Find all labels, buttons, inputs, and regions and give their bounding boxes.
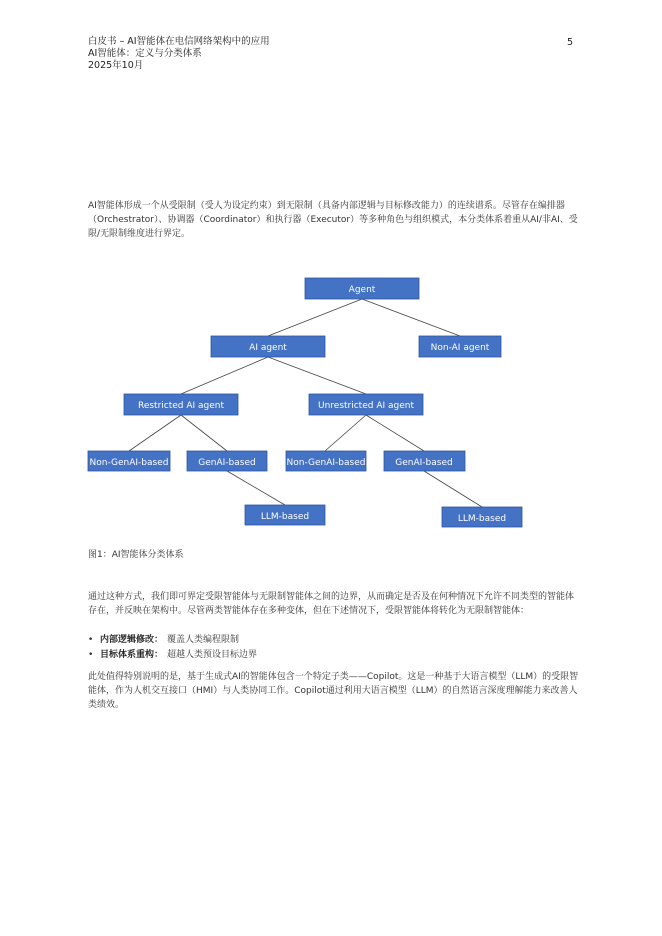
node-unrestricted-genai-label: GenAI-based xyxy=(395,458,453,468)
node-restricted-genai-label: GenAI-based xyxy=(198,458,256,468)
header-title: 白皮书 – AI智能体在电信网络架构中的应用 xyxy=(88,36,270,47)
bullet-term: 目标体系重构： xyxy=(100,650,164,660)
node-restricted-llm xyxy=(245,505,325,525)
edge-ai-restricted xyxy=(181,357,268,394)
node-agent-label: Agent xyxy=(348,285,376,295)
edge-genai-llm-right xyxy=(424,471,482,507)
header-subtitle: AI智能体：定义与分类体系 xyxy=(88,48,202,59)
list-item xyxy=(88,633,257,648)
node-unrestricted-non-genai-label: Non-GenAI-based xyxy=(286,458,366,468)
node-restricted-label: Restricted AI agent xyxy=(137,401,225,411)
edge-genai-llm-left xyxy=(227,471,285,505)
page-number: 5 xyxy=(567,37,574,48)
figure-caption: 图1：AI智能体分类体系 xyxy=(88,550,184,560)
node-unrestricted-label: Unrestricted AI agent xyxy=(317,401,415,411)
list-item xyxy=(88,648,257,663)
node-restricted-non-genai-label: Non-GenAI-based xyxy=(89,458,169,468)
node-non-ai-agent-label: Non-AI agent xyxy=(430,343,490,353)
bullet-marker: • xyxy=(88,635,94,645)
bullet-marker: • xyxy=(88,650,94,660)
node-restricted-llm-label: LLM-based xyxy=(260,512,310,522)
bullet-list xyxy=(88,633,257,663)
node-unrestricted-non-genai xyxy=(286,451,366,471)
bullet-text: 覆盖人类编程限制 xyxy=(167,635,240,645)
node-non-ai-agent xyxy=(419,336,501,357)
body-paragraph-2: 通过这种方式，我们即可界定受限智能体与无限制智能体之间的边界，从而确定是否及在何种情况下允许不同类型的智能体存在，并反映在架构中。尽管两类智能体存在多种变体，但在下述情况下，受限智能体将转化为无限制智能体： xyxy=(88,592,575,617)
node-agent xyxy=(305,278,419,299)
bullet-text: 超越人类预设目标边界 xyxy=(167,650,258,660)
node-unrestricted-llm-label: LLM-based xyxy=(457,514,507,524)
edge-restricted-nongenai xyxy=(129,415,181,451)
node-unrestricted-genai xyxy=(384,451,465,471)
edge-ai-unrestricted xyxy=(268,357,366,394)
edge-unrestricted-nongenai xyxy=(325,415,366,451)
edge-unrestricted-genai xyxy=(366,415,424,451)
header-date: 2025年10月 xyxy=(88,60,144,71)
bullet-term: 内部逻辑修改： xyxy=(100,635,164,645)
node-ai-agent xyxy=(211,336,325,357)
edge-agent-ai xyxy=(268,299,362,336)
node-restricted-genai xyxy=(187,451,267,471)
edge-agent-nonai xyxy=(362,299,460,336)
node-restricted-non-genai xyxy=(88,451,170,471)
node-ai-agent-label: AI agent xyxy=(249,343,287,353)
intro-paragraph: AI智能体形成一个从受限制（受人为设定约束）到无限制（具备内部逻辑与目标修改能力）的连续谱系。尽管存在编排器（Orchestrator）、协调器（Coordinator）和执行器（Executor）等多种角色与组织模式，本分类体系着重从AI/非AI、受限/无限制维度进行界定。 xyxy=(88,201,578,240)
node-restricted-ai-agent xyxy=(124,394,238,415)
node-unrestricted-llm xyxy=(442,507,522,527)
edge-restricted-genai xyxy=(181,415,227,451)
node-unrestricted-ai-agent xyxy=(309,394,423,415)
body-paragraph-3: 此处值得特别说明的是，基于生成式AI的智能体包含一个特定子类——Copilot。这是一种基于大语言模型（LLM）的受限智能体，作为人机交互接口（HMI）与人类协同工作。Copilot通过利用大语言模型（LLM）的自然语言深度理解能力来改善人类绩效。 xyxy=(88,672,579,711)
